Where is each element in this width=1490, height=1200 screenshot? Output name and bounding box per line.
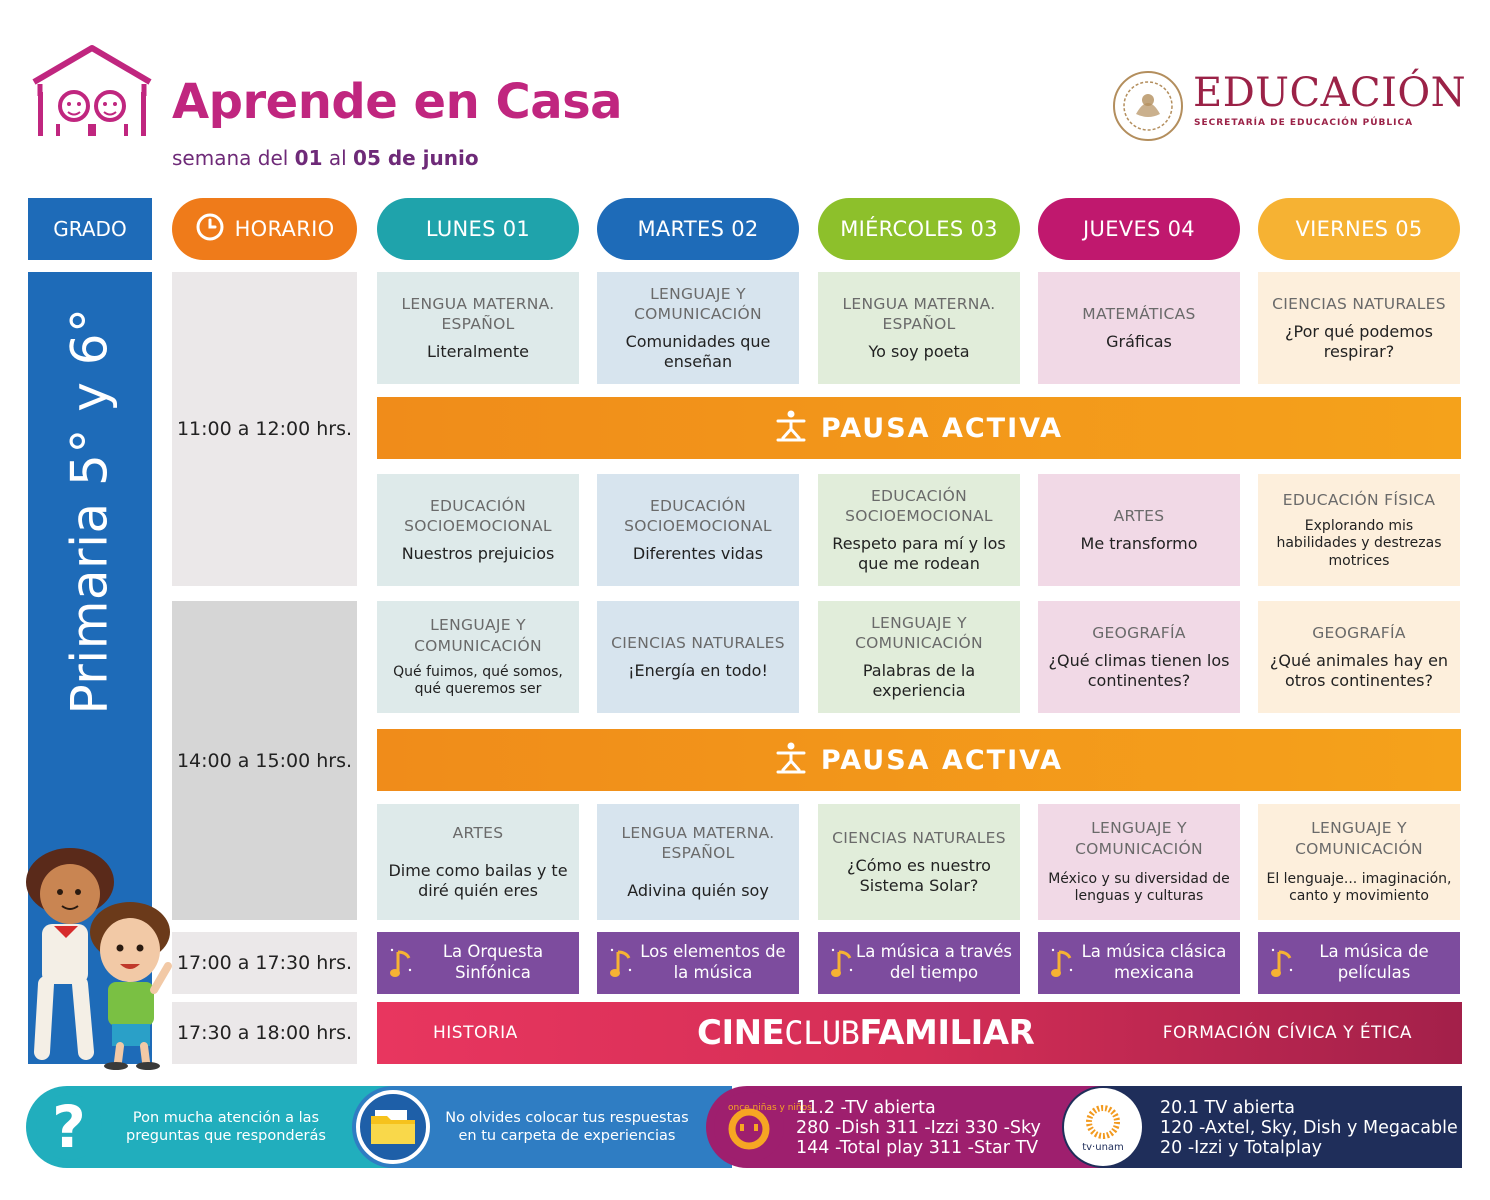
topic-label: Comunidades que enseñan [625, 332, 771, 372]
horario-header: HORARIO [172, 198, 357, 260]
topic-label: ¿Qué animales hay en otros continentes? [1269, 651, 1449, 691]
grado-header: GRADO [28, 198, 152, 260]
class-cell [1258, 804, 1460, 920]
day-header-jueves: JUEVES 04 [1038, 198, 1240, 260]
exercise-person-icon [775, 741, 807, 780]
class-cell [1258, 601, 1460, 713]
footer-tip-text: No olvides colocar tus respuestas en tu carpeta de experiencias [445, 1109, 689, 1144]
time-slot-2: 14:00 a 15:00 hrs. [172, 601, 357, 920]
topic-label: Nuestros prejuicios [401, 544, 555, 564]
pausa-activa-banner: PAUSA ACTIVA [377, 729, 1461, 791]
grade-label: Primaria 5° y 6° [61, 307, 119, 715]
subject-label: ARTES [1113, 506, 1165, 525]
day-header-miercoles: MIÉRCOLES 03 [818, 198, 1020, 260]
cineclub-banner [377, 1002, 1462, 1064]
topic-label: Diferentes vidas [632, 544, 764, 564]
class-cell [377, 804, 579, 920]
class-cell [818, 474, 1020, 586]
subject-label: EDUCACIÓN SOCIOEMOCIONAL [404, 496, 552, 535]
page-title: Aprende en Casa [172, 74, 623, 130]
topic-label: Respeto para mí y los que me rodean [832, 534, 1006, 574]
subject-label: CIENCIAS NATURALES [832, 828, 1006, 847]
music-cell [1038, 932, 1240, 994]
channel-line: 20 -Izzi y Totalplay [1160, 1138, 1322, 1159]
time-slot-3: 17:00 a 17:30 hrs. [172, 932, 357, 994]
music-title: La música a través del tiempo [856, 942, 1012, 982]
music-note-icon [1050, 946, 1074, 986]
subject-label: ARTES [452, 823, 504, 842]
class-cell [597, 601, 799, 713]
cineclub-left-subject: HISTORIA [433, 1023, 518, 1043]
topic-label: ¿Cómo es nuestro Sistema Solar? [847, 856, 991, 896]
mexico-seal-icon [1112, 70, 1184, 142]
class-cell [597, 804, 799, 920]
music-cell [377, 932, 579, 994]
subject-label: LENGUAJE Y COMUNICACIÓN [414, 616, 542, 655]
music-title: La música de películas [1319, 942, 1429, 982]
kids-illustration [8, 840, 178, 1070]
sep-logo-text: EDUCACIÓN [1193, 70, 1467, 116]
topic-label: Me transformo [1080, 534, 1198, 554]
sep-logo-subtitle: SECRETARÍA DE EDUCACIÓN PÚBLICA [1194, 118, 1414, 128]
channel-line: 144 -Total play 311 -Star TV [796, 1138, 1039, 1159]
footer-channel-lines [796, 1098, 1041, 1158]
music-note-icon [609, 946, 633, 986]
subject-label: LENGUA MATERNA. ESPAÑOL [621, 823, 775, 862]
cineclub-logo: CINE CLUB FAMILIAR [697, 1013, 1035, 1053]
class-cell [1258, 474, 1460, 586]
topic-label: Palabras de la experiencia [862, 661, 976, 701]
music-cell [818, 932, 1020, 994]
subject-label: LENGUAJE Y COMUNICACIÓN [1295, 819, 1423, 858]
subject-label: LENGUAJE Y COMUNICACIÓN [855, 613, 983, 652]
topic-label: Qué fuimos, qué somos, qué queremos ser [393, 663, 563, 698]
topic-label: ¿Por qué podemos respirar? [1285, 322, 1433, 362]
channel-line: 20.1 TV abierta [1160, 1098, 1295, 1118]
day-header-martes: MARTES 02 [597, 198, 799, 260]
exercise-person-icon [775, 409, 807, 448]
class-cell [1258, 272, 1460, 384]
class-cell [1038, 804, 1240, 920]
class-cell [818, 601, 1020, 713]
music-note-icon [389, 946, 413, 986]
subject-label: MATEMÁTICAS [1082, 304, 1196, 323]
tv-unam-logo: tv·unam [1064, 1088, 1142, 1166]
clock-icon [195, 212, 225, 247]
channel-line: 120 -Axtel, Sky, Dish y Megacable [1160, 1118, 1458, 1139]
subject-label: GEOGRAFÍA [1092, 623, 1186, 642]
topic-label: Gráficas [1106, 332, 1172, 352]
week-range: semana del 01 al 05 de junio [172, 146, 479, 170]
day-header-viernes: VIERNES 05 [1258, 198, 1460, 260]
music-note-icon [1270, 946, 1294, 986]
topic-label: Literalmente [427, 342, 529, 362]
class-cell [597, 272, 799, 384]
pausa-activa-banner: PAUSA ACTIVA [377, 397, 1461, 459]
class-cell [597, 474, 799, 586]
topic-label: Dime como bailas y te diré quién eres [388, 861, 568, 901]
footer-channel-lines [1160, 1098, 1458, 1158]
music-note-icon [830, 946, 854, 986]
topic-label: ¿Qué climas tienen los continentes? [1048, 651, 1230, 691]
footer-tip-text: Pon mucha atención a las preguntas que responderás [126, 1109, 326, 1144]
subject-label: GEOGRAFÍA [1312, 623, 1406, 642]
subject-label: LENGUA MATERNA. ESPAÑOL [842, 294, 996, 333]
topic-label: Adivina quién soy [627, 881, 769, 901]
time-slot-1: 11:00 a 12:00 hrs. [172, 272, 357, 586]
channel-line: 11.2 -TV abierta [796, 1098, 936, 1118]
subject-label: LENGUAJE Y COMUNICACIÓN [1075, 819, 1203, 858]
class-cell [377, 601, 579, 713]
subject-label: LENGUAJE Y COMUNICACIÓN [634, 284, 762, 323]
footer-channel-tvunam [1062, 1086, 1462, 1168]
class-cell [1038, 601, 1240, 713]
day-header-lunes: LUNES 01 [377, 198, 579, 260]
class-cell [818, 804, 1020, 920]
class-cell [377, 474, 579, 586]
cineclub-right-subject: FORMACIÓN CÍVICA Y ÉTICA [1162, 1023, 1412, 1043]
question-icon: ? [36, 1094, 102, 1160]
class-cell [818, 272, 1020, 384]
folder-icon [356, 1090, 430, 1164]
class-cell [1038, 272, 1240, 384]
class-cell [1038, 474, 1240, 586]
footer-channel-once [706, 1086, 1106, 1168]
topic-label: ¡Energía en todo! [628, 661, 768, 681]
topic-label: El lenguaje... imaginación, canto y movimiento [1266, 870, 1452, 905]
topic-label: México y su diversidad de lenguas y culturas [1048, 870, 1230, 905]
music-title: Los elementos de la música [640, 942, 786, 982]
music-title: La música clásica mexicana [1081, 942, 1227, 982]
subject-label: EDUCACIÓN SOCIOEMOCIONAL [845, 486, 993, 525]
aprende-en-casa-logo [30, 44, 154, 142]
subject-label: CIENCIAS NATURALES [1272, 294, 1446, 313]
class-cell [377, 272, 579, 384]
time-slot-4: 17:30 a 18:00 hrs. [172, 1002, 357, 1064]
topic-label: Yo soy poeta [868, 342, 970, 362]
topic-label: Explorando mis habilidades y destrezas motrices [1276, 517, 1442, 569]
footer-tip-folder [352, 1086, 732, 1168]
subject-label: LENGUA MATERNA. ESPAÑOL [401, 294, 555, 333]
music-cell [597, 932, 799, 994]
music-title: La Orquesta Sinfónica [442, 942, 544, 982]
music-cell [1258, 932, 1460, 994]
subject-label: CIENCIAS NATURALES [611, 633, 785, 652]
svg-text:once niñas y niños: once niñas y niños [728, 1103, 812, 1113]
subject-label: EDUCACIÓN FÍSICA [1282, 490, 1436, 509]
once-ninas-ninos-logo [714, 1092, 812, 1162]
channel-line: 280 -Dish 311 -Izzi 330 -Sky [796, 1118, 1041, 1139]
subject-label: EDUCACIÓN SOCIOEMOCIONAL [624, 496, 772, 535]
